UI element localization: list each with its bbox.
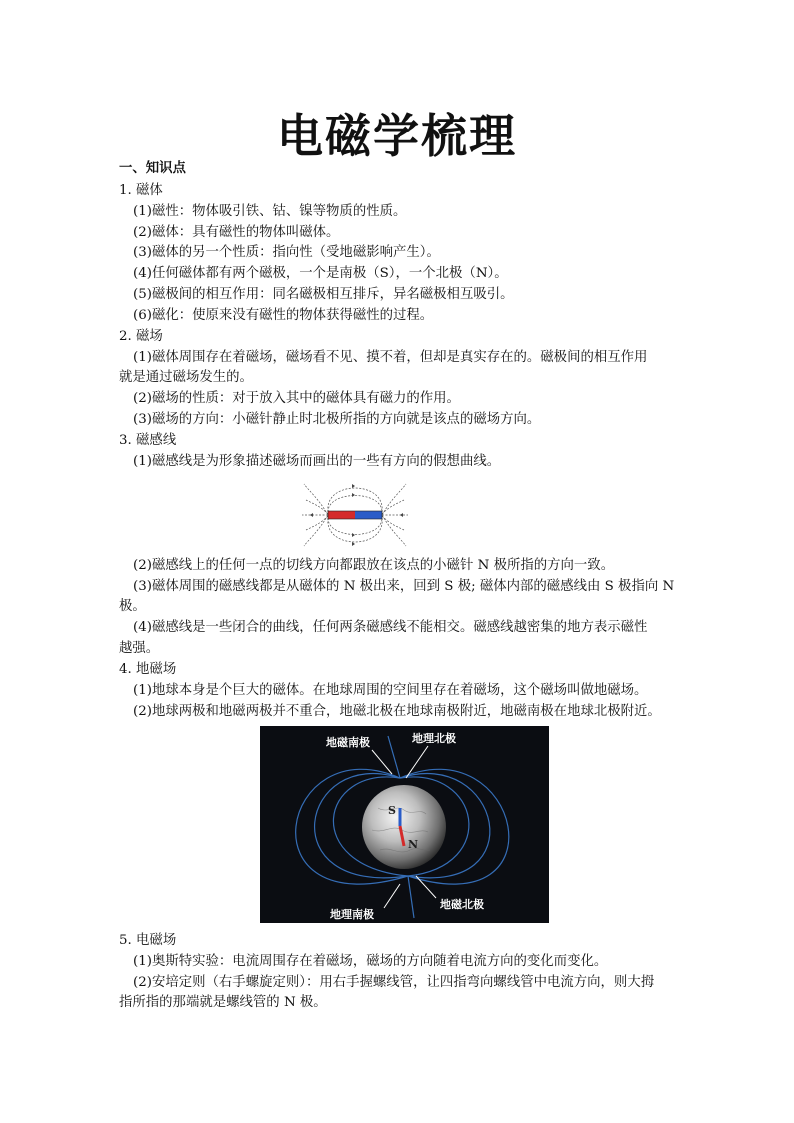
heading-magnet: 1. 磁体 (119, 183, 163, 198)
earth-magnetic-field-figure (260, 726, 549, 923)
bar-magnet-field-figure (300, 478, 410, 552)
magnet-item-5: (5)磁极间的相互作用：同名磁极相互排斥，异名磁极相互吸引。 (133, 287, 514, 302)
label-geomagnetic-south: 地磁南极 (326, 736, 370, 749)
electro-item-2a: (2)安培定则（右手螺旋定则）：用右手握螺线管，让四指弯向螺线管中电流方向，则大拇 (133, 975, 655, 990)
magnet-item-4: (4)任何磁体都有两个磁极，一个是南极（S），一个北极（N）。 (133, 266, 508, 281)
electro-item-1: (1)奥斯特实验：电流周围存在着磁场，磁场的方向随着电流方向的变化而变化。 (133, 954, 608, 969)
magnet-item-1: (1)磁性：物体吸引铁、钴、镍等物质的性质。 (133, 204, 407, 219)
label-geomagnetic-north: 地磁北极 (440, 898, 484, 911)
field-item-3: (3)磁场的方向：小磁针静止时北极所指的方向就是该点的磁场方向。 (133, 412, 541, 427)
electro-item-2b: 指所指的那端就是螺线管的 N 极。 (119, 995, 327, 1010)
magnet-item-2: (2)磁体：具有磁性的物体叫磁体。 (133, 225, 340, 240)
label-geographic-south: 地理南极 (330, 908, 374, 921)
magnet-item-3: (3)磁体的另一个性质：指向性（受地磁影响产生）。 (133, 245, 440, 260)
lines-item-4b: 越强。 (119, 641, 160, 656)
pole-n-label: N (408, 838, 419, 851)
lines-item-3b: 极。 (119, 599, 146, 614)
field-item-1a: (1)磁体周围存在着磁场，磁场看不见、摸不着，但却是真实存在的。磁极间的相互作用 (133, 350, 648, 365)
pole-s-label: S (388, 804, 396, 817)
heading-electro: 5. 电磁场 (119, 933, 177, 948)
page-title: 电磁学梳理 (277, 109, 517, 163)
lines-item-2: (2)磁感线上的任何一点的切线方向都跟放在该点的小磁针 N 极所指的方向一致。 (133, 558, 615, 573)
lines-item-3a: (3)磁体周围的磁感线都是从磁体的 N 极出来，回到 S 极; 磁体内部的磁感线由 S 极指向 N (133, 579, 675, 594)
lines-item-1: (1)磁感线是为形象描述磁场而画出的一些有方向的假想曲线。 (133, 454, 501, 469)
magnet-s-half (355, 511, 382, 519)
lines-item-4a: (4)磁感线是一些闭合的曲线，任何两条磁感线不能相交。磁感线越密集的地方表示磁性 (133, 620, 648, 635)
magnet-n-half (328, 511, 355, 519)
earth-item-2: (2)地球两极和地磁两极并不重合，地磁北极在地球南极附近，地磁南极在地球北极附近。 (133, 704, 661, 719)
heading-lines: 3. 磁感线 (119, 433, 177, 448)
field-item-1b: 就是通过磁场发生的。 (119, 370, 253, 385)
section-heading-knowledge: 一、知识点 (119, 160, 186, 176)
earth-globe (362, 785, 446, 869)
earth-item-1: (1)地球本身是个巨大的磁体。在地球周围的空间里存在着磁场，这个磁场叫做地磁场。 (133, 683, 648, 698)
heading-earth: 4. 地磁场 (119, 662, 177, 677)
label-geographic-north: 地理北极 (412, 732, 456, 745)
field-item-2: (2)磁场的性质：对于放入其中的磁体具有磁力的作用。 (133, 391, 460, 406)
magnet-item-6: (6)磁化：使原来没有磁性的物体获得磁性的过程。 (133, 308, 434, 323)
heading-field: 2. 磁场 (119, 329, 163, 344)
